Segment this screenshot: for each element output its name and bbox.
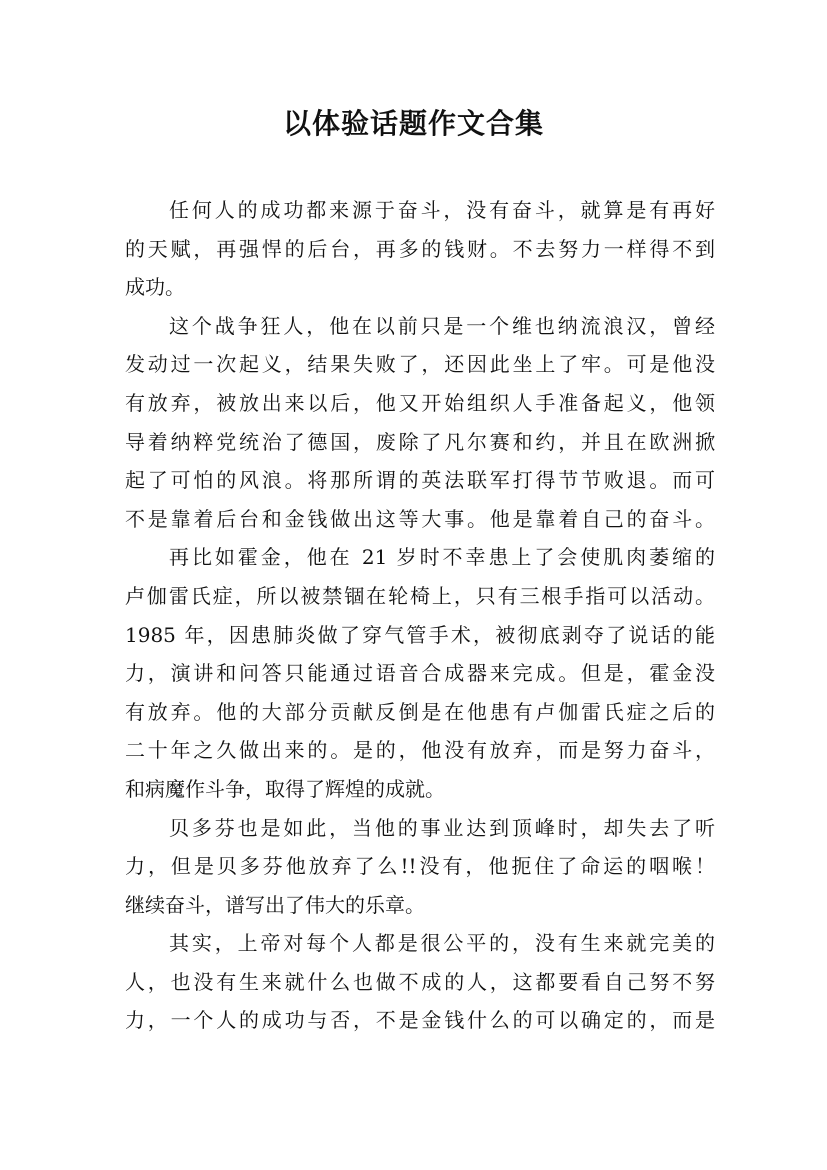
text-line: 导着纳粹党统治了德国，废除了凡尔赛和约，并且在欧洲掀 (125, 429, 715, 454)
text-line: 起了可怕的风浪。将那所谓的英法联军打得节节败退。而可 (125, 468, 715, 493)
text-line: 成功。 (125, 275, 185, 300)
text-line: 有放弃，被放出来以后，他又开始组织人手准备起义，他领 (125, 390, 715, 415)
text-line: 的天赋，再强悍的后台，再多的钱财。不去努力一样得不到 (125, 236, 715, 261)
text-line: 人，也没有生来就什么也做不成的人，这都要看自己努不努 (125, 969, 715, 994)
text-line: 有放弃。他的大部分贡献反倒是在他患有卢伽雷氏症之后的 (125, 699, 715, 724)
text-line: 卢伽雷氏症，所以被禁锢在轮椅上，只有三根手指可以活动。 (125, 583, 715, 608)
text-line: 贝多芬也是如此，当他的事业达到顶峰时，却失去了听 (169, 815, 715, 840)
text-line: 发动过一次起义，结果失败了，还因此坐上了牢。可是他没 (125, 352, 715, 377)
document-body (125, 191, 715, 1040)
text-line: 这个战争狂人，他在以前只是一个维也纳流浪汉，曾经 (169, 313, 715, 338)
text-line: 继续奋斗，谱写出了伟大的乐章。 (125, 892, 425, 917)
text-line: 力，但是贝多芬他放弃了么!!没有，他扼住了命运的咽喉！ (125, 854, 715, 879)
text-line: 力，一个人的成功与否，不是金钱什么的可以确定的，而是 (125, 1008, 715, 1033)
text-line: 其实，上帝对每个人都是很公平的，没有生来就完美的 (169, 931, 715, 956)
document-title: 以体验话题作文合集 (282, 107, 544, 140)
text-line: 二十年之久做出来的。是的，他没有放弃，而是努力奋斗， (125, 738, 715, 763)
text-line: 任何人的成功都来源于奋斗，没有奋斗，就算是有再好 (169, 198, 715, 222)
text-line: 1985 年，因患肺炎做了穿气管手术，被彻底剥夺了说话的能 (125, 622, 715, 647)
text-line: 再比如霍金，他在 21 岁时不幸患上了会使肌肉萎缩的 (169, 545, 715, 570)
text-line: 力，演讲和问答只能通过语音合成器来完成。但是，霍金没 (125, 661, 715, 686)
text-line: 不是靠着后台和金钱做出这等大事。他是靠着自己的奋斗。 (125, 506, 715, 531)
text-line: 和病魔作斗争，取得了辉煌的成就。 (125, 776, 445, 801)
